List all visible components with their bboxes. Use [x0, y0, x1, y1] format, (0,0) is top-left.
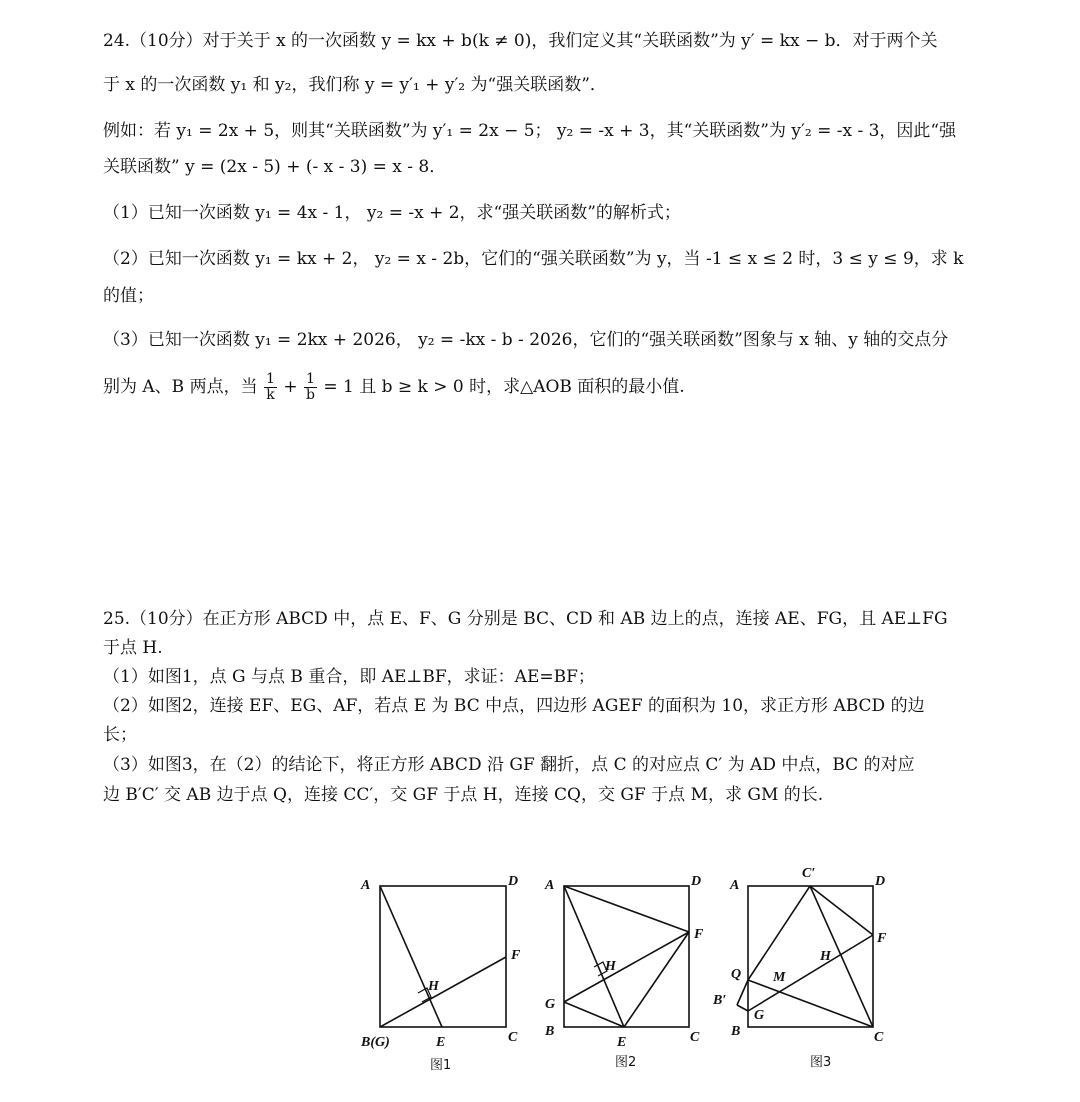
q24-part-3-pre: 别为 A、B 两点，当 [103, 377, 258, 397]
q24-part-3-post: = 1 且 b ≥ k > 0 时，求△AOB 面积的最小值. [323, 377, 685, 397]
q25-part-3-line-2: 边 B′C′ 交 AB 边于点 Q，连接 CC′，交 GF 于点 H，连接 CQ，交 GF 于点 M，求 GM 的长. [103, 785, 824, 805]
fig3-segment-q-bp [737, 980, 748, 1005]
q25-part-2-line-1: （2）如图2，连接 EF、EG、AF，若点 E 为 BC 中点，四边形 AGEF 的面积为 10，求正方形 ABCD 的边 [103, 696, 925, 716]
fig2-caption: 图2 [615, 1055, 637, 1070]
figure-3 [737, 886, 873, 1027]
fig3-segment-bp-g [737, 1005, 748, 1011]
fig3-label-h: H [820, 949, 831, 964]
fig3-label-b: B [731, 1024, 741, 1039]
fig3-segment-cp-f [810, 886, 873, 935]
fig3-label-g: G [754, 1008, 765, 1023]
q25-part-3-line-1: （3）如图3，在（2）的结论下，将正方形 ABCD 沿 GF 翻折，点 C 的对应点 C′ 为 AD 中点，BC 的对应 [103, 755, 915, 775]
fraction-one-over-k: $\frac{1}{k}$ [265, 371, 275, 403]
fig1-square [380, 886, 506, 1027]
fig3-segment-gf [748, 935, 873, 1011]
fraction-one-over-b: $\frac{1}{b}$ [305, 371, 315, 403]
q24-line-2: 于 x 的一次函数 y₁ 和 y₂，我们称 y = y′₁ + y′₂ 为“强关联函数”． [103, 75, 607, 95]
fig1-caption: 图1 [430, 1058, 452, 1073]
q24-example-line-1: 例如：若 y₁ = 2x + 5，则其“关联函数”为 y′₁ = 2x − 5； y₂ = -x + 3，其“关联函数”为 y′₂ = -x - 3，因此“强 [103, 121, 957, 141]
q24-part-2-line-1: （2）已知一次函数 y₁ = kx + 2， y₂ = x - 2b，它们的“强关联函数”为 y，当 -1 ≤ x ≤ 2 时，3 ≤ y ≤ 9，求 k [103, 249, 964, 269]
q24-part-1: （1）已知一次函数 y₁ = 4x - 1， y₂ = -x + 2，求“强关联函数”的解析式； [103, 203, 681, 223]
fig3-label-f: F [877, 931, 887, 946]
fig1-label-e: E [436, 1035, 446, 1050]
figure-2 [564, 886, 689, 1027]
q24-line-1: 24.（10分）对于关于 x 的一次函数 y = kx + b(k ≠ 0)，我们定义其“关联函数”为 y′ = kx − b．对于两个关 [103, 31, 938, 51]
q24-part-3-line-1: （3）已知一次函数 y₁ = 2kx + 2026， y₂ = -kx - b - 2026，它们的“强关联函数”图象与 x 轴、y 轴的交点分 [103, 330, 949, 350]
fig3-label-d: D [875, 874, 886, 889]
q25-line-2: 于点 H. [103, 638, 163, 658]
fig1-label-h: H [428, 979, 439, 994]
fig2-label-e: E [617, 1035, 627, 1050]
fig3-square [748, 886, 873, 1027]
fig3-label-c-prime: C′ [802, 866, 816, 881]
fig1-label-c: C [508, 1030, 518, 1045]
fig2-label-b: B [545, 1024, 555, 1039]
q24-example-line-2: 关联函数” y = (2x - 5) + (- x - 3) = x - 8． [103, 157, 447, 177]
fig3-label-m: M [773, 970, 786, 985]
fig3-label-c: C [874, 1030, 884, 1045]
fig2-square [564, 886, 689, 1027]
fig1-label-a: A [361, 878, 371, 893]
fig1-label-d: D [508, 874, 519, 889]
figure-1 [380, 886, 506, 1027]
q25-part-2-line-2: 长； [103, 725, 137, 745]
q24-part-2-line-2: 的值； [103, 286, 154, 306]
fig2-label-a: A [545, 878, 555, 893]
fig2-segment-gf [564, 932, 689, 1002]
fig2-label-h: H [605, 959, 616, 974]
fig2-segment-af [564, 886, 689, 932]
fig3-label-b-prime: B′ [713, 993, 727, 1008]
fig3-segment-cq [748, 980, 873, 1027]
fig1-label-f: F [511, 948, 521, 963]
fig3-caption: 图3 [810, 1055, 832, 1070]
fig1-label-b-g: B(G) [361, 1035, 390, 1050]
fig2-label-f: F [694, 927, 704, 942]
fig1-segment-ae [380, 886, 442, 1027]
fig2-segment-ef [624, 932, 689, 1027]
q25-part-1: （1）如图1，点 G 与点 B 重合，即 AE⊥BF，求证：AE=BF； [103, 667, 595, 687]
fig3-label-a: A [730, 878, 740, 893]
plus-sign: + [283, 377, 298, 397]
fig2-label-g: G [545, 997, 556, 1012]
fig2-label-c: C [690, 1030, 700, 1045]
fig3-label-q: Q [731, 967, 742, 982]
fig1-segment-bf [380, 957, 506, 1027]
fig3-segment-cp-q [748, 886, 810, 980]
fig2-label-d: D [691, 874, 702, 889]
q25-line-1: 25.（10分）在正方形 ABCD 中，点 E、F、G 分别是 BC、CD 和 AB 边上的点，连接 AE、FG，且 AE⊥FG [103, 609, 948, 629]
